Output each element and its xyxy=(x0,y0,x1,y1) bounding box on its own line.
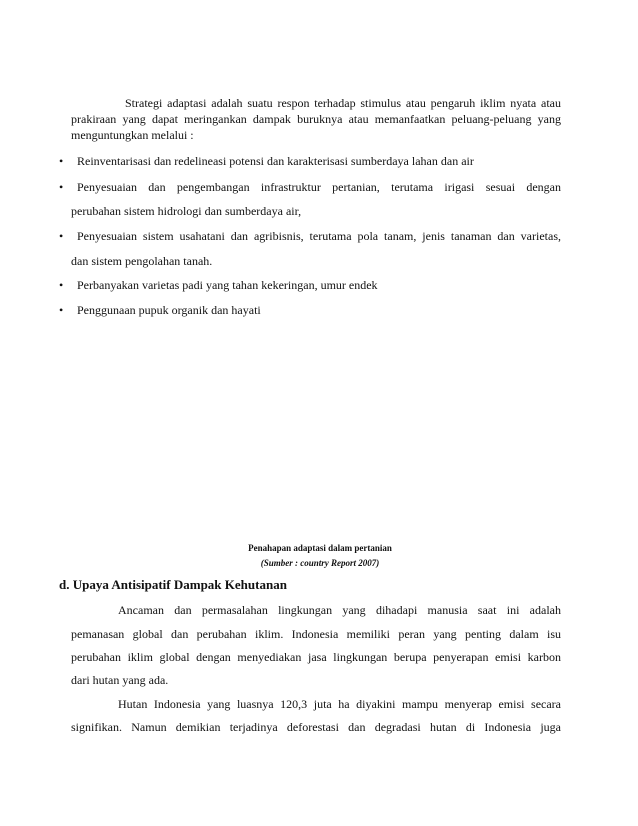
list-item-continuation: perubahan sistem hidrologi dan sumberdaya air, xyxy=(71,204,302,218)
paragraph-line: perubahan iklim global dengan menyediakan jasa lingkungan berupa penyerapan emisi karbon xyxy=(71,650,561,664)
list-item: Reinventarisasi dan redelineasi potensi dan karakterisasi sumberdaya lahan dan air xyxy=(77,154,474,168)
intro-line-1: Strategi adaptasi adalah suatu respon terhadap stimulus atau pengaruh iklim nyata atau xyxy=(125,96,561,110)
bullet-icon: • xyxy=(59,278,64,292)
bullet-icon: • xyxy=(59,229,64,243)
intro-line-2: prakiraan yang dapat meringankan dampak buruknya atau memanfaatkan peluang-peluang yang xyxy=(71,112,561,126)
list-item: Penyesuaian sistem usahatani dan agribisnis, terutama pola tanam, jenis tanaman dan varietas, xyxy=(77,229,561,243)
list-item: Penggunaan pupuk organik dan hayati xyxy=(77,303,261,317)
bullet-icon: • xyxy=(59,180,64,194)
list-item: Penyesuaian dan pengembangan infrastruktur pertanian, terutama irigasi sesuai dengan xyxy=(77,180,561,194)
list-item-continuation: dan sistem pengolahan tanah. xyxy=(71,254,213,268)
figure-caption: Penahapan adaptasi dalam pertanian xyxy=(248,543,392,553)
paragraph-line: dari hutan yang ada. xyxy=(71,673,169,687)
paragraph-line: Hutan Indonesia yang luasnya 120,3 juta ha diyakini mampu menyerap emisi secara xyxy=(118,697,561,711)
bullet-icon: • xyxy=(59,303,64,317)
paragraph-line: pemanasan global dan perubahan iklim. Indonesia memiliki peran yang penting dalam isu xyxy=(71,627,561,641)
paragraph-line: signifikan. Namun demikian terjadinya deforestasi dan degradasi hutan di Indonesia juga xyxy=(71,720,561,734)
section-heading: d. Upaya Antisipatif Dampak Kehutanan xyxy=(59,577,287,592)
paragraph-line: Ancaman dan permasalahan lingkungan yang dihadapi manusia saat ini adalah xyxy=(118,603,561,617)
bullet-icon: • xyxy=(59,154,64,168)
intro-line-3: menguntungkan melalui : xyxy=(71,128,194,142)
list-item: Perbanyakan varietas padi yang tahan kekeringan, umur endek xyxy=(77,278,378,292)
figure-source: (Sumber : country Report 2007) xyxy=(260,558,380,568)
